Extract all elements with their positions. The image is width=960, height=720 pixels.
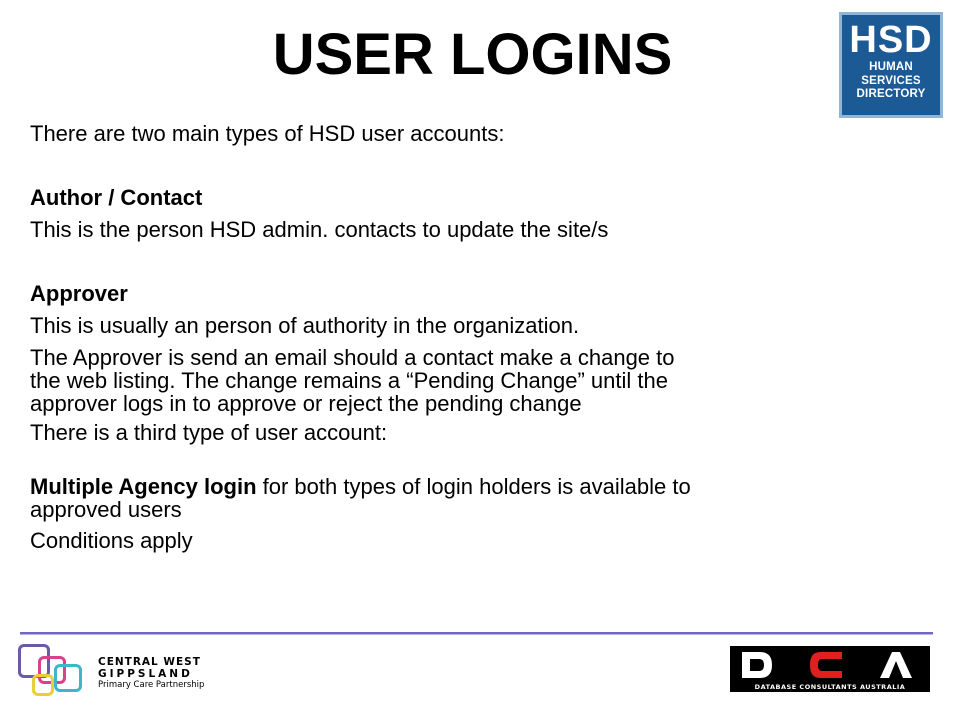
cwg-square-icon <box>32 674 54 696</box>
footer-divider <box>20 632 933 635</box>
approver-description: This is usually an person of authority in the organization. <box>30 313 580 338</box>
hsd-logo-line1: HUMAN <box>869 61 913 73</box>
conditions-text: Conditions apply <box>30 528 193 553</box>
dca-a-shape <box>880 652 912 678</box>
hsd-logo <box>839 12 943 118</box>
intro-text: There are two main types of HSD user accounts: <box>30 121 505 146</box>
dca-logo <box>730 646 930 692</box>
author-heading: Author / Contact <box>30 185 203 210</box>
multi-agency-line-1: for both types of login holders is available to <box>256 474 691 499</box>
multi-agency-line-2: approved users <box>30 497 182 522</box>
hsd-logo-line3: DIRECTORY <box>856 88 926 100</box>
dca-c-shape <box>810 652 842 678</box>
hsd-logo-acronym: HSD <box>849 19 933 61</box>
cwg-logo <box>16 642 206 702</box>
slide-body <box>30 118 920 557</box>
approver-heading: Approver <box>30 281 128 306</box>
third-type-text: There is a third type of user account: <box>30 420 388 445</box>
dca-d-shape <box>742 652 772 678</box>
slide-title: USER LOGINS <box>272 22 673 87</box>
hsd-logo-line2: SERVICES <box>861 74 921 87</box>
dca-logo-caption: DATABASE CONSULTANTS AUSTRALIA <box>754 683 906 691</box>
multi-agency-heading: Multiple Agency login <box>30 474 257 499</box>
cwg-logo-line2: GIPPSLAND <box>98 668 193 680</box>
cwg-square-icon <box>54 664 82 692</box>
approver-email-paragraph <box>30 346 920 415</box>
approver-email-line-1: The Approver is send an email should a contact make a change to <box>30 345 675 370</box>
approver-email-line-2: the web listing. The change remains a “Pending Change” until the <box>30 368 668 393</box>
multi-agency-paragraph <box>30 475 920 521</box>
author-description: This is the person HSD admin. contacts to update the site/s <box>30 217 609 242</box>
cwg-logo-line3: Primary Care Partnership <box>98 680 205 690</box>
cwg-logo-line1: CENTRAL WEST <box>98 656 201 668</box>
approver-email-line-3: approver logs in to approve or reject the pending change <box>30 391 582 416</box>
